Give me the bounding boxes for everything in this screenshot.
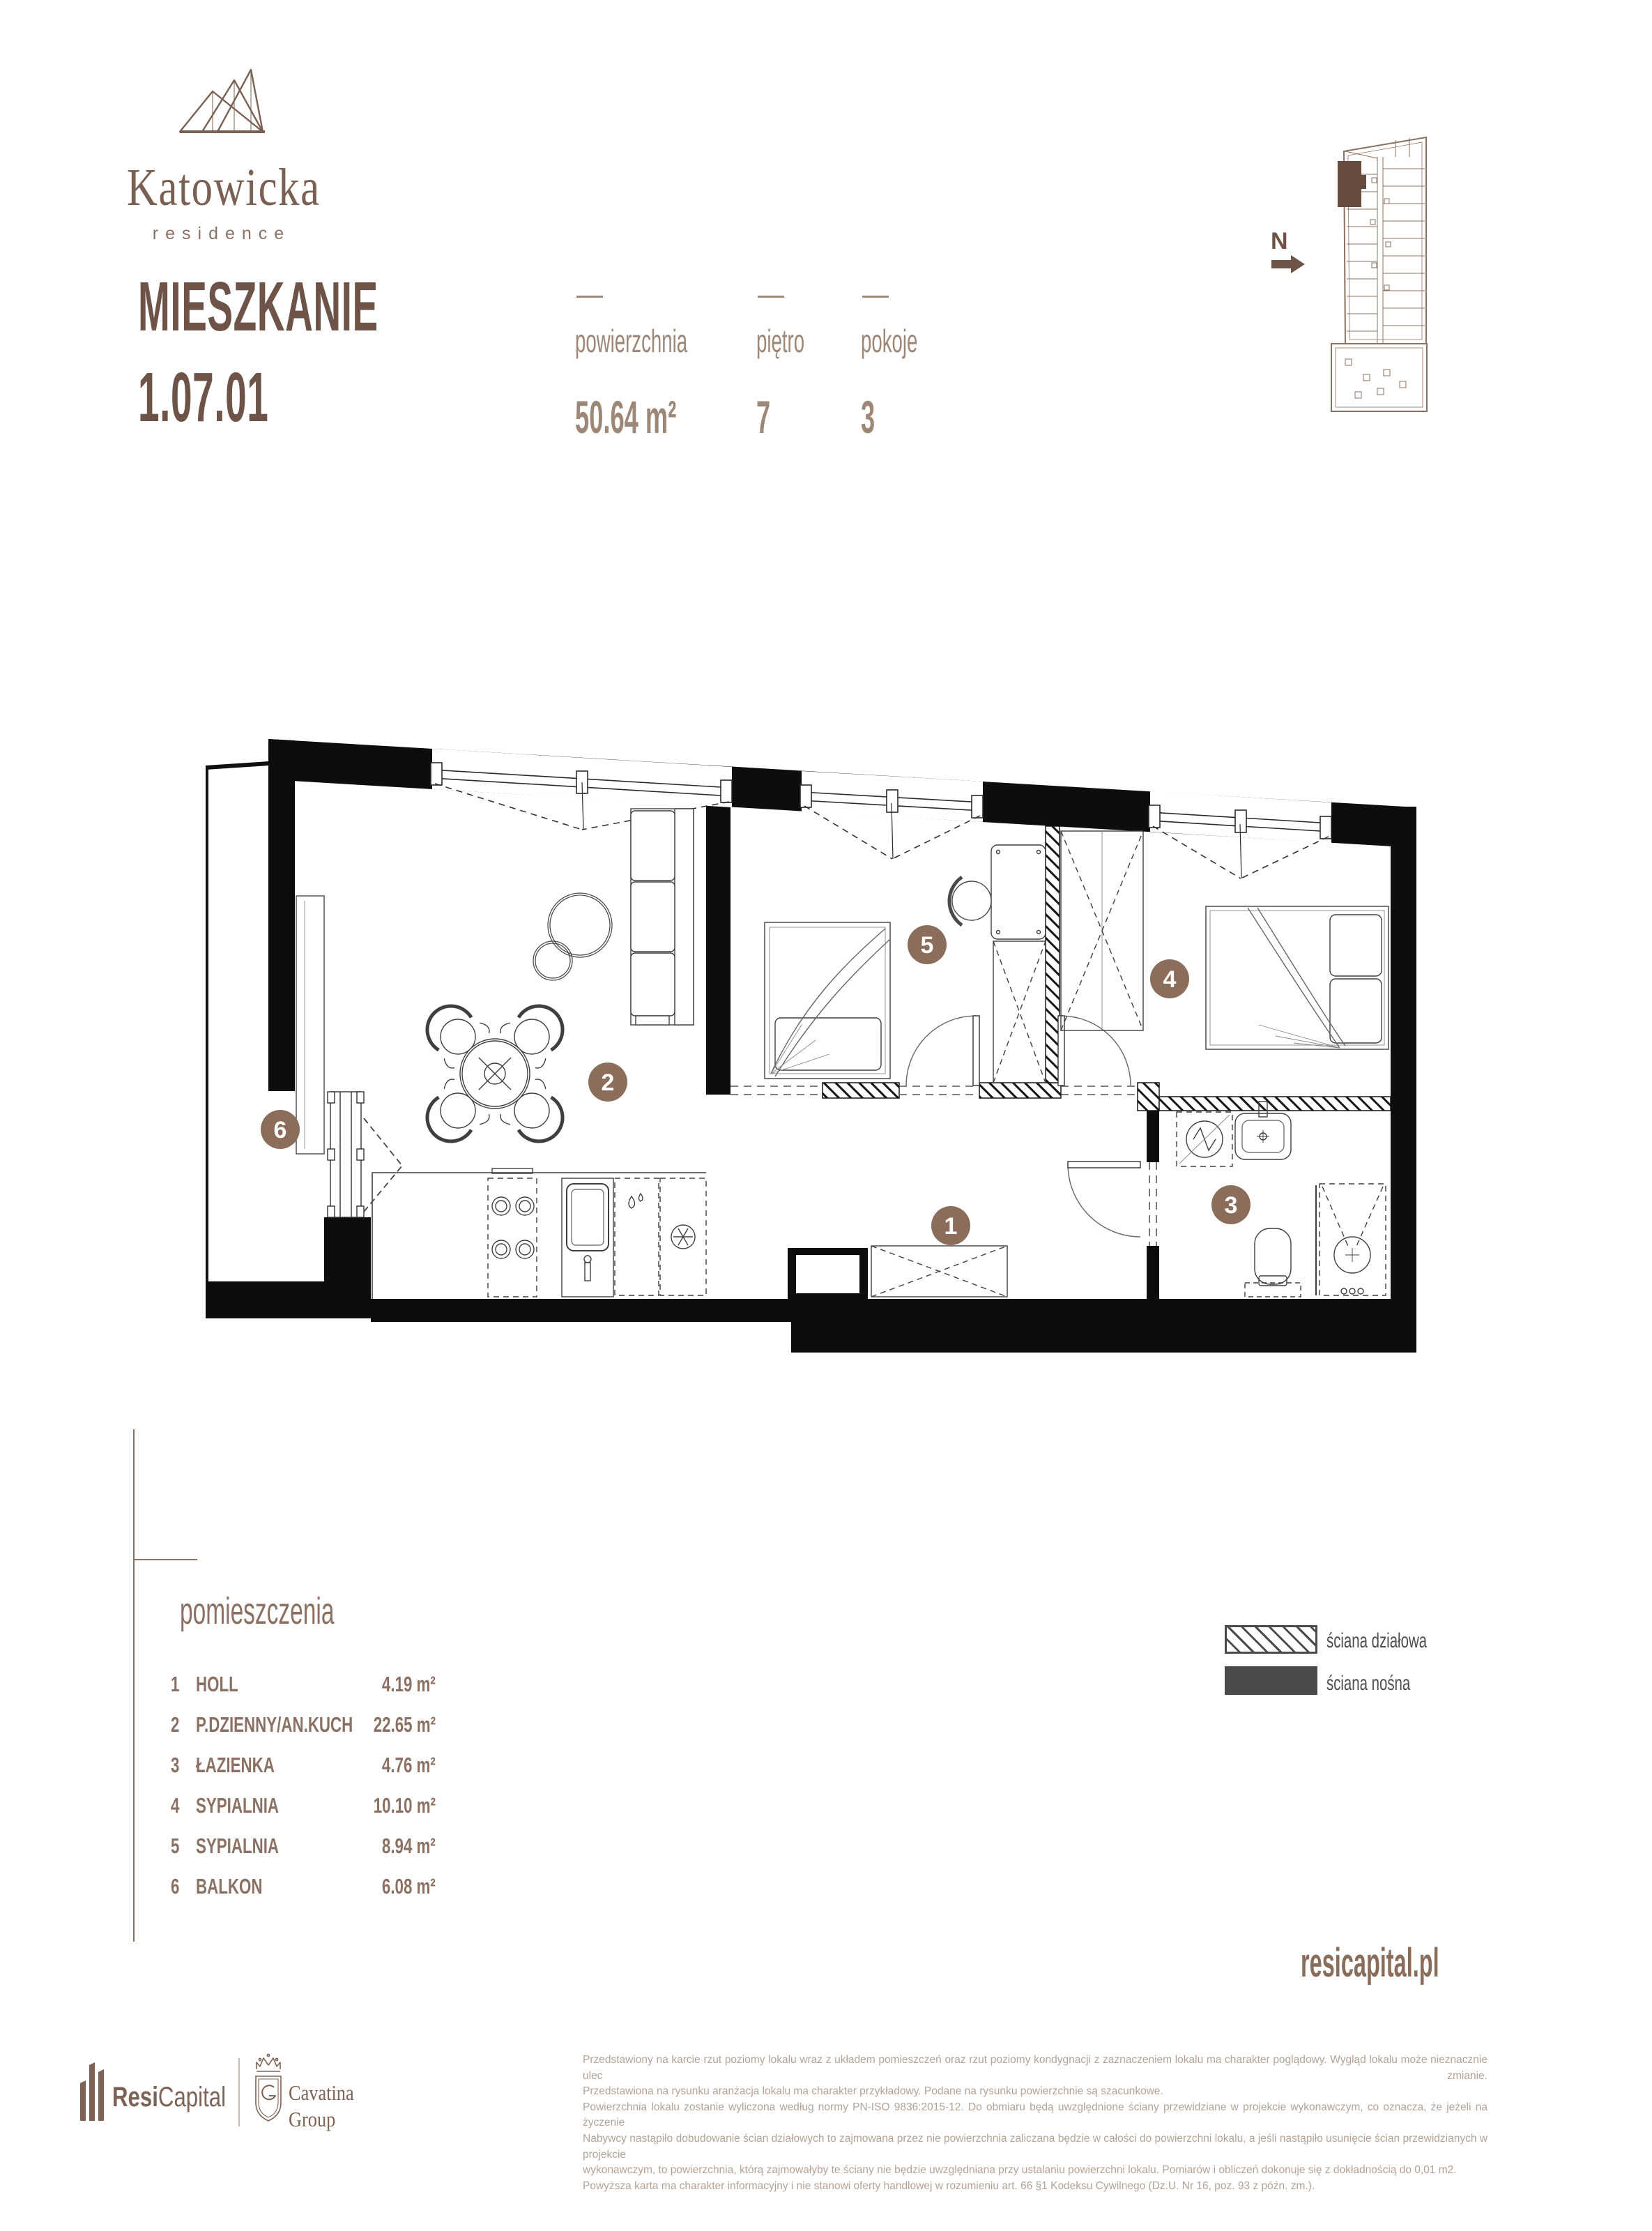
bearing-wall-swatch <box>1225 1666 1317 1695</box>
brand-block <box>103 158 340 244</box>
rug-circles <box>533 893 612 980</box>
bed-single <box>765 922 890 1079</box>
decorative-vertical-rule <box>133 1429 135 1942</box>
svg-text:1: 1 <box>944 1213 958 1240</box>
fridge <box>660 1178 706 1295</box>
resicapital-wordmark: ResiCapital <box>112 2082 227 2112</box>
svg-text:4: 4 <box>1163 966 1177 993</box>
room-name: HOLL <box>196 1672 238 1696</box>
shaft-niche <box>796 1255 859 1293</box>
room-name: BALKON <box>196 1874 263 1898</box>
room-list-row <box>171 1793 436 1821</box>
door-bedroom-5 <box>906 1016 979 1086</box>
partition-wall-label: ściana działowa <box>1326 1629 1428 1652</box>
unit-number <box>138 358 376 438</box>
floor-value: 7 <box>756 391 771 443</box>
marker-bedroom-5 <box>908 925 947 964</box>
north-arrow-icon <box>1271 255 1305 273</box>
area-label: powierzchnia <box>575 323 688 359</box>
room-list-row <box>171 1753 436 1781</box>
cavatina-wordmark: Cavatina Group <box>289 2080 354 2131</box>
bearing-wall-label: ściana nośna <box>1326 1672 1411 1695</box>
marker-bathroom <box>1211 1185 1251 1224</box>
svg-text:2: 2 <box>601 1069 615 1096</box>
brand-name: Katowicka <box>127 158 321 217</box>
svg-text:3: 3 <box>1224 1192 1238 1219</box>
desk-chair <box>949 877 991 925</box>
dining-table <box>460 1039 530 1109</box>
marker-bedroom-4 <box>1150 959 1189 998</box>
title-unit: 1.07.01 <box>138 358 269 436</box>
floor-label: piętro <box>756 323 805 359</box>
media-panel <box>296 896 324 1154</box>
floor-plan <box>199 725 1425 1394</box>
room-number: 3 <box>171 1753 180 1777</box>
room-number: 6 <box>171 1874 180 1898</box>
rooms-value: 3 <box>861 391 875 443</box>
room-name: SYPIALNIA <box>196 1834 280 1858</box>
mountains-icon <box>174 68 266 135</box>
room-name: ŁAZIENKA <box>196 1753 275 1777</box>
room-area: 4.19 m² <box>382 1672 436 1696</box>
room-area: 4.76 m² <box>382 1753 436 1777</box>
room-number: 1 <box>171 1672 180 1696</box>
resicapital-logo-icon <box>80 2061 105 2121</box>
legal-line: Powyższa karta ma charakter informacyjny i nie stanowi oferty handlowej w rozumieniu art. 66 §1 Kodeksu Cywilnego (Dz.U. Nr 16, poz. 93 z późn. zm.). <box>583 2179 1315 2192</box>
area-value: 50.64 m² <box>575 391 677 443</box>
room-name: P.DZIENNY/AN.KUCH <box>196 1712 353 1737</box>
room-list-row <box>171 1874 436 1902</box>
dining-set <box>414 993 575 1154</box>
cavatina-logo-icon <box>251 2053 286 2128</box>
building-keyplan <box>1241 59 1443 450</box>
stat-divider <box>576 296 603 298</box>
decorative-horizontal-rule <box>133 1559 197 1560</box>
legal-line: Przedstawiona na rysunku aranżacja lokalu ma charakter przykładowy. Podane na rysunku powierzchnie są szacunkowe. <box>583 2085 1163 2098</box>
kitchen <box>372 1168 706 1299</box>
room-area: 10.10 m² <box>373 1793 436 1818</box>
door-bathroom <box>1068 1162 1140 1237</box>
keyplan-unit-highlight <box>1338 161 1361 207</box>
title-label: MIESZKANIE <box>138 268 378 346</box>
hall-wardrobe <box>871 1246 1007 1297</box>
stat-divider <box>758 296 784 298</box>
page-title <box>138 267 575 347</box>
keyplan-terrace-outline <box>1331 344 1427 411</box>
balcony-door <box>328 1092 402 1217</box>
rooms-section-heading: pomieszczenia <box>180 1590 335 1632</box>
bed-double <box>1206 906 1389 1049</box>
legal-line: Powierzchnia lokalu zostanie wyliczona według normy PN-ISO 9836:2015-12. Do obmiaru będą uwzględnione ściany przewidziane w projekcie wykonawczym, co oznacza, że jeżeli na życzenie <box>583 2101 1487 2129</box>
brand-logo <box>174 68 266 135</box>
desk <box>991 845 1046 939</box>
balcony <box>206 761 268 1281</box>
wardrobe-bedroom-4 <box>1061 831 1143 1030</box>
kitchen-sink <box>562 1178 613 1297</box>
washing-machine <box>1177 1112 1232 1166</box>
toilet <box>1245 1228 1301 1297</box>
marker-living <box>588 1063 627 1102</box>
svg-text:5: 5 <box>920 932 934 959</box>
dishwasher <box>615 1178 659 1295</box>
room-list-row <box>171 1834 436 1861</box>
room-area: 22.65 m² <box>373 1712 436 1737</box>
wardrobe-bedroom-5 <box>993 941 1046 1083</box>
room-list-row <box>171 1672 436 1700</box>
room-name: SYPIALNIA <box>196 1793 280 1818</box>
rooms-label: pokoje <box>861 323 918 359</box>
room-number: 4 <box>171 1793 180 1818</box>
brand-subtitle: residence <box>152 224 291 243</box>
partition-walls <box>823 826 1391 1111</box>
room-area: 6.08 m² <box>382 1874 436 1898</box>
partition-wall-swatch <box>1225 1625 1317 1654</box>
legal-line: wykonawczym, to powierzchnia, którą zajmowałyby te ściany nie będzie uwzględniana przy ustalaniu powierzchni lokalu. Pomiarów i obliczeń dokonuje się z dokładnością do 0,01 m2. <box>583 2164 1457 2177</box>
website-link[interactable]: resicapital.pl <box>1301 1940 1439 1986</box>
stove <box>488 1168 537 1297</box>
marker-balcony <box>261 1110 300 1149</box>
stat-divider <box>862 296 889 298</box>
room-list-row <box>171 1712 436 1740</box>
room-number: 2 <box>171 1712 180 1737</box>
svg-text:6: 6 <box>273 1117 287 1143</box>
room-area: 8.94 m² <box>382 1834 436 1858</box>
legal-disclaimer <box>583 2053 1487 2194</box>
shower <box>1316 1184 1386 1295</box>
sofa <box>631 809 694 1025</box>
room-number: 5 <box>171 1834 180 1858</box>
door-bedroom-4 <box>1058 1016 1131 1086</box>
footer-divider <box>238 2058 240 2126</box>
north-label: N <box>1271 228 1288 254</box>
legal-line: Przedstawiony na karcie rzut poziomy lokalu wraz z układem pomieszczeń oraz rzut poziomy kondygnacji z zaznaczeniem lokalu ma charakter poglądowy. Wygląd lokalu może nieznacznie ulec zmianie. <box>583 2054 1487 2082</box>
marker-hall <box>931 1206 970 1245</box>
legal-line: Nabywcy nastąpiło dobudowanie ścian działowych to zajmowana przez nie powierzchnia zaliczana będzie w całości do powierzchni lokalu, a jeśli nastąpiło usunięcie ścian przewidzianych w projekcie <box>583 2132 1487 2161</box>
window-openings <box>432 749 1331 843</box>
